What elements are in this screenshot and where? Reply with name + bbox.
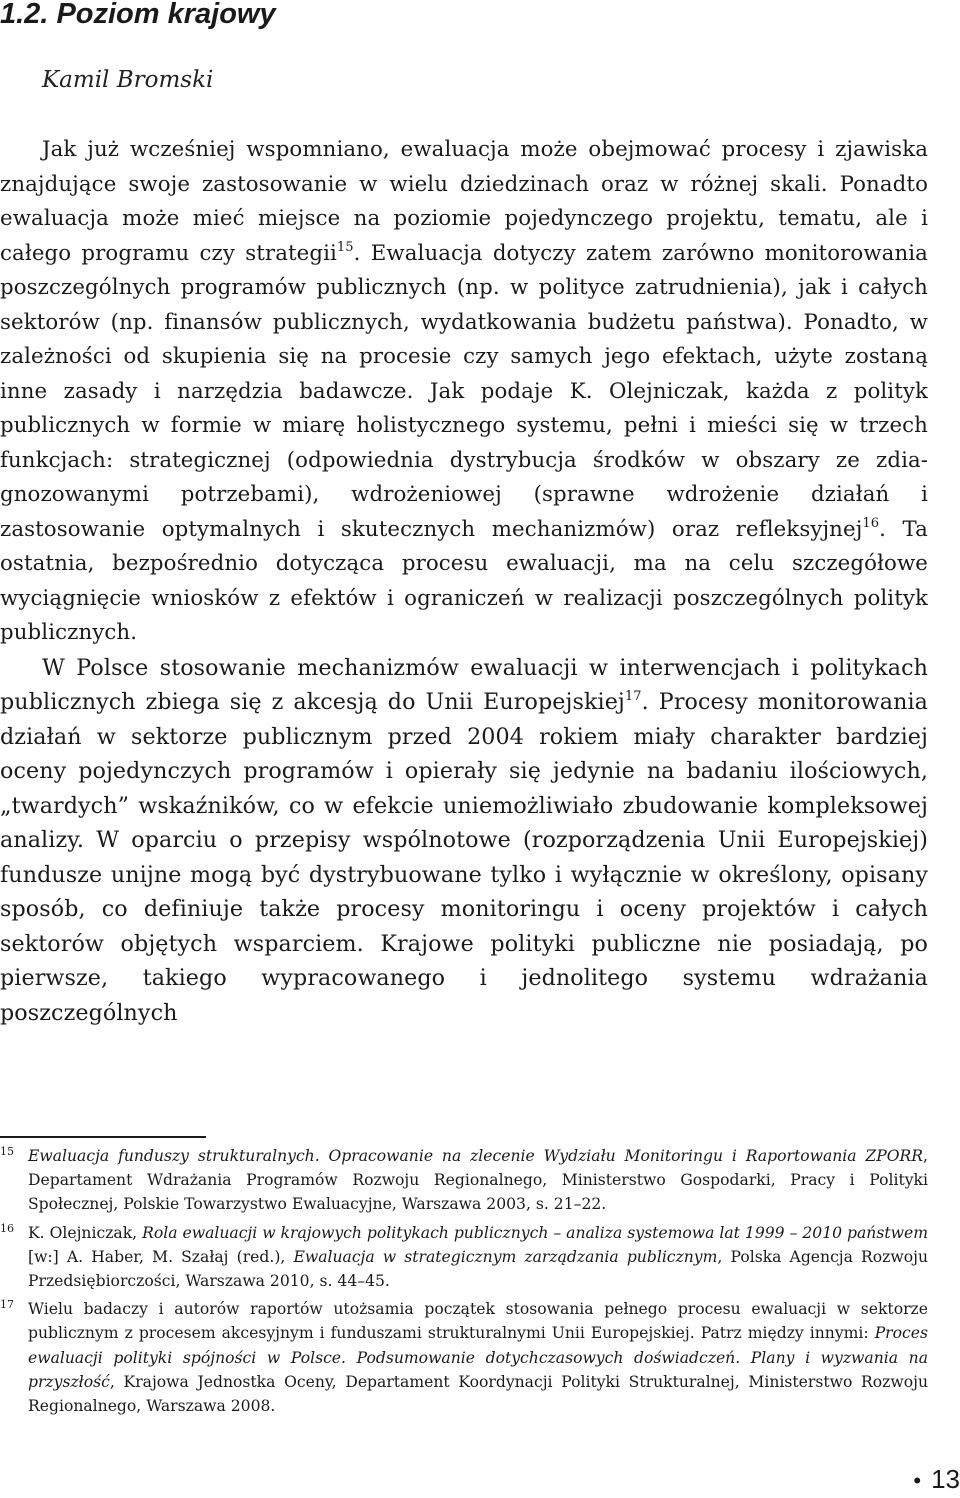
footnote-body: [w:] A. Haber, M. Szałaj (red.), — [28, 1247, 294, 1266]
footnote-text — [28, 1224, 928, 1290]
footnote-body: , Departament Wdrażania Programów Rozwoju Regionalnego, Ministerstwo Gospodarki, Pracy i Polityki Społecznej, Polskie Towarzystwo Ewaluacyjne, Warszawa 2003, s. 21–22. — [28, 1147, 928, 1214]
author-name: Kamil Bromski — [42, 67, 214, 93]
footnote-body: , Polska Agencja Rozwoju Przedsiębiorczości, Warszawa 2010, s. 44–45. — [28, 1247, 928, 1291]
footnote-number: 16 — [0, 1221, 14, 1235]
paragraph-2 — [0, 651, 928, 1031]
footnote-16 — [0, 1221, 928, 1294]
paragraph-text: Jak już wcześniej wspomniano, ewaluacja może obejmować procesy i zjawiska znajdujące swoje zastosowanie w wielu dziedzinach oraz w różnej skali. Ponadto ewaluacja może mieć miejsce na poziomie pojedynczego projektu, tematu, ale i całego programu czy strategii — [0, 137, 928, 266]
footnote-title: Proces ewaluacji polityki spójności w Polsce. Podsumowanie dotychczasowych doświadczeń. Plany i wyzwania na przyszłość — [28, 1324, 928, 1391]
paragraph-text: . Procesy monitorowania działań w sektorze publicznym przed 2004 rokiem miały charakter bardziej oceny pojedynczych programów i opierały się jedynie na badaniu ilościowych, „twardych” wskaźników, co w efekcie uniemożliwiało zbudowanie kompleksowej analizy. W oparciu o przepisy wspólnotowe (rozporządzenia Unii Europejskiej) fundusze unijne mogą być dystrybuowane tylko i wyłącznie w określony, opisany sposób, co definiuje także procesy monitoringu i oceny projektów i całych sektorów objętych wsparciem. Krajowe polityki publiczne nie posiadają, po pierwsze, takiego wypracowanego i jednolitego systemu wdrażania poszczególnych — [0, 689, 928, 1026]
paragraph-text: . Ta ostatnia, bezpośrednio dotycząca procesu ewaluacji, ma na celu szczegółowe wyciągnięcie wniosków z efektów i ograniczeń w realizacji poszczególnych polityk publicznych. — [0, 516, 928, 645]
section-title: Poziom krajowy — [56, 0, 276, 30]
footnote-15 — [0, 1144, 928, 1217]
footnote-title: Ewaluacja funduszy strukturalnych. Opracowanie na zlecenie Wydziału Monitoringu i Raportowania ZPORR — [28, 1147, 924, 1165]
section-heading — [0, 0, 276, 34]
footnote-number: 15 — [0, 1145, 14, 1158]
paragraph-1 — [0, 133, 928, 651]
footnote-title: Rola ewaluacji w krajowych politykach publicznych – analiza systemowa lat 1999 – 2010 państwem — [142, 1223, 928, 1242]
footnote-text — [28, 1300, 928, 1415]
page-footer — [913, 1462, 960, 1498]
footnote-ref-17: 17 — [624, 689, 642, 704]
footnote-body: , Krajowa Jednostka Oceny, Departament Koordynacji Polityki Strukturalnej, Ministerstwo Rozwoju Regionalnego, Warszawa 2008. — [28, 1372, 928, 1416]
footnote-ref-16: 16 — [862, 515, 880, 531]
footnotes — [0, 1144, 928, 1422]
footnote-17 — [0, 1297, 928, 1418]
footnote-text — [28, 1147, 928, 1213]
page-number: 13 — [931, 1464, 960, 1494]
footnote-title: Ewaluacja w strategicznym zarządzania publicznym — [293, 1247, 718, 1266]
paragraph-text: . Ewaluacja dotyczy zatem zarówno monitorowania poszczególnych programów publicznych (np. w polityce zatrudnienia), jak i całych sektorów (np. finansów publicznych, wydatkowania budżetu państwa). Ponadto, w zależności od skupienia się na procesie czy samych jego efektach, użyte zostaną inne zasady i narzędzia badawcze. Jak podaje K. Olejniczak, każda z polityk publicznych w formie w miarę holistycznego systemu, pełni i mieści się w trzech funkcjach: strategicznej (odpowiednia dystrybucja środków w obszary ze zdiagnozowanymi potrzebami), wdrożeniowej (sprawne wdrożenie działań i zastosowanie optymalnych i skutecznych mechanizmów) oraz refleksyjnej — [0, 240, 928, 542]
footnote-body: K. Olejniczak, — [28, 1223, 143, 1242]
footnote-separator — [0, 1136, 206, 1138]
footnote-number: 17 — [0, 1298, 14, 1312]
footnote-ref-15: 15 — [336, 239, 354, 255]
body-text — [0, 133, 928, 1030]
bullet-icon: • — [913, 1468, 922, 1493]
section-number: 1.2. — [0, 0, 49, 30]
paragraph-text: W Polsce stosowanie mechanizmów ewaluacji w interwencjach i politykach publicznych zbiega się z akcesją do Unii Europejskiej — [0, 654, 928, 715]
footnote-body: Wielu badaczy i autorów raportów utożsamia początek stosowania pełnego procesu ewaluacji w sektorze publicznym z procesem akcesyjnym i funduszami strukturalnymi Unii Europejskiej. Patrz między innymi: — [28, 1300, 928, 1343]
